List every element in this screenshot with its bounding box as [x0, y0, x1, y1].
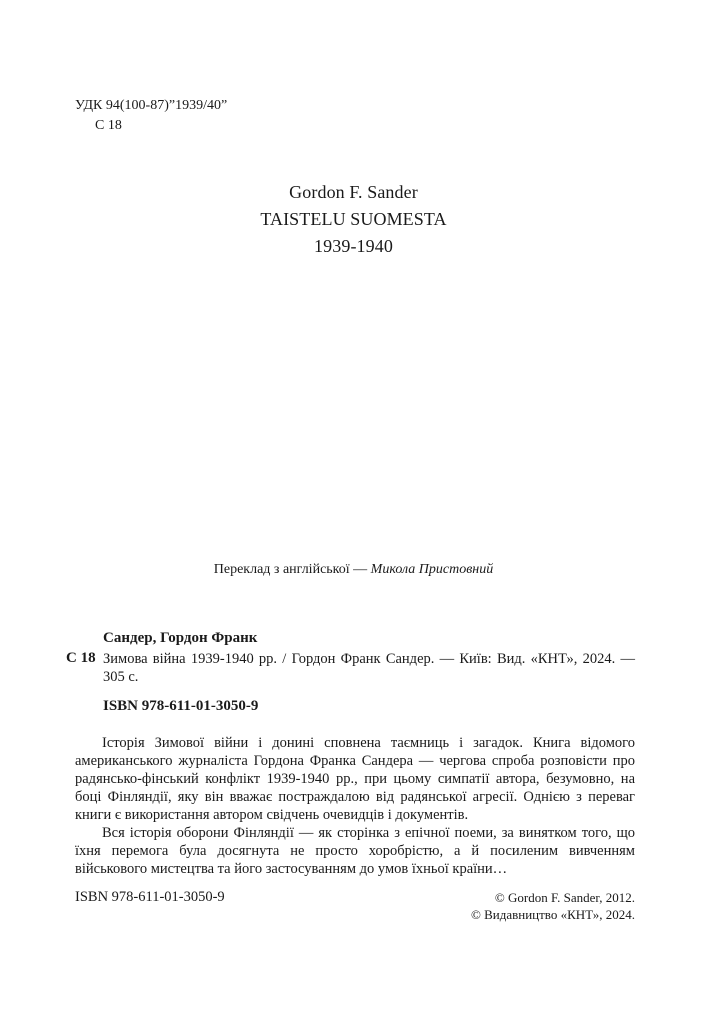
catalog-isbn: ISBN 978-611-01-3050-9	[103, 698, 259, 714]
udc-code: УДК 94(100-87)”1939/40”	[75, 98, 228, 113]
annotation-paragraph-1: Історія Зимової війни і донині сповнена таємниць і загадок. Книга відомого американського журналіста Гордона Франка Сандера — чергова спроба розповісти про радянсько-фінський конфлікт 1939-1940 рр., при цьому симпатії автора, безумовно, на боці Фінляндії, яку він вважає постраждалою від радянської агресії. Однією з переваг книги є використання автором свідчень очевидців і документів.	[75, 735, 635, 823]
title-block	[0, 179, 707, 260]
translator-name: Микола Пристовний	[370, 562, 494, 577]
original-years: 1939-1940	[314, 236, 393, 256]
catalog-author: Сандер, Гордон Франк	[103, 630, 258, 646]
catalog-description: Зимова війна 1939-1940 рр. / Гордон Франк Сандер. — Київ: Вид. «КНТ», 2024. — 305 с.	[103, 651, 635, 685]
udc-class: С 18	[95, 118, 122, 133]
copyright-publisher: © Видавництво «КНТ», 2024.	[470, 907, 635, 922]
catalog-code: С 18	[66, 650, 96, 666]
udc-block	[75, 96, 227, 136]
annotation-paragraph-2: Вся історія оборони Фінляндії — як сторінка з епічної поеми, за винятком того, що їхня перемога була досягнута не просто хоробрістю, а й посиленим вивченням військового мистецтва та його застосуванням до умов їхньої країни…	[75, 825, 635, 877]
annotation	[75, 734, 635, 878]
original-title: TAISTELU SUOMESTA	[260, 209, 447, 229]
footer-isbn: ISBN 978-611-01-3050-9	[75, 889, 225, 905]
translation-credit	[0, 562, 707, 578]
translation-label: Переклад з англійської —	[213, 562, 371, 577]
copyright-block	[471, 889, 635, 923]
original-author: Gordon F. Sander	[289, 182, 418, 202]
copyright-author: © Gordon F. Sander, 2012.	[494, 890, 635, 905]
